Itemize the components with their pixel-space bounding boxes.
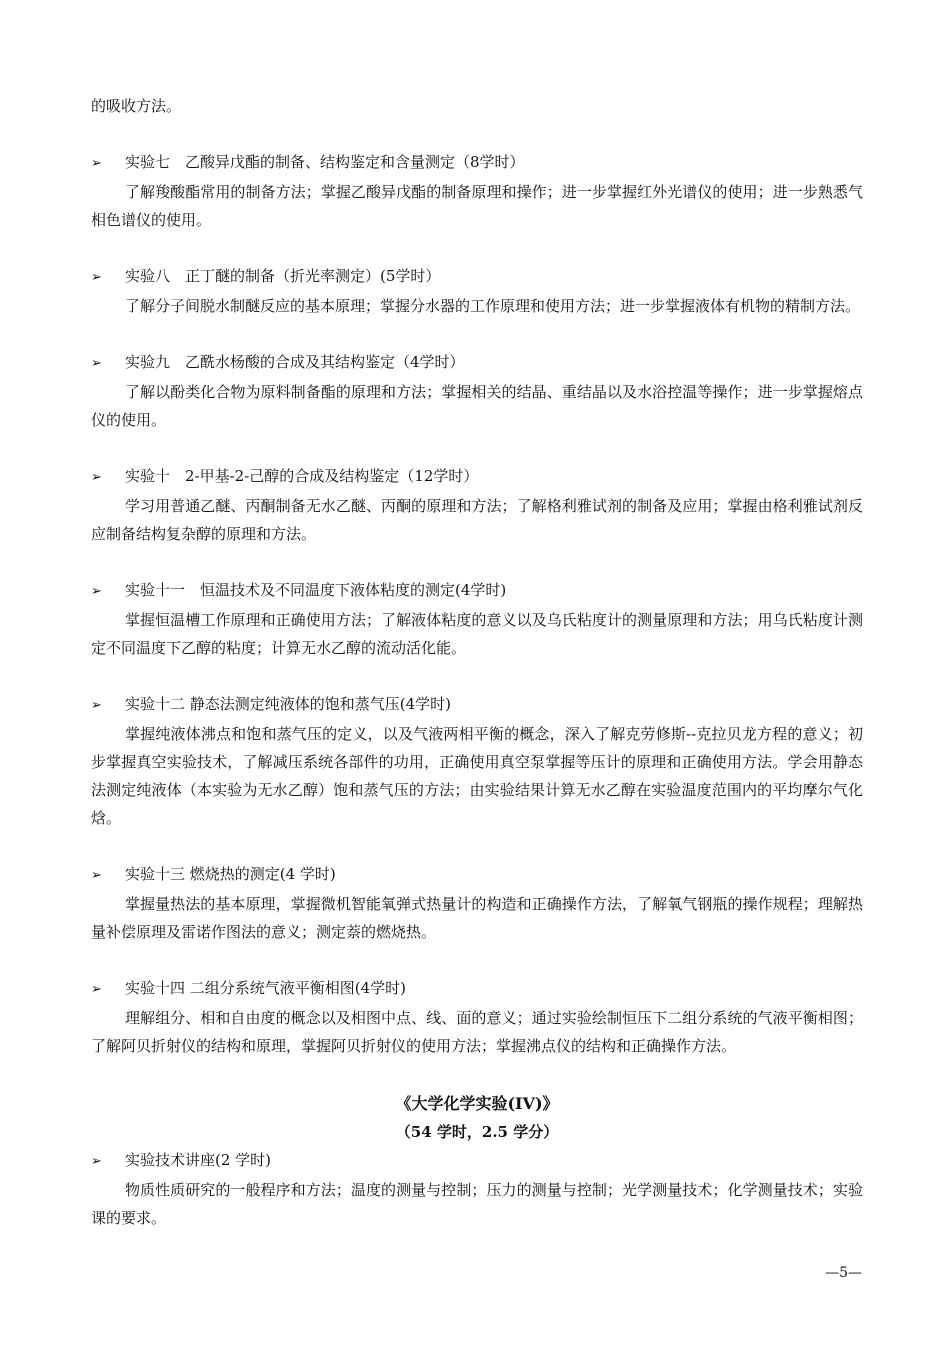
course-subtitle: （54 学时，2.5 学分） <box>395 1123 559 1141</box>
lecture-title: ➢ 实验技术讲座(2 学时) <box>91 1146 863 1176</box>
experiment-title: ➢ 实验十一 恒温技术及不同温度下液体粘度的测定(4学时) <box>91 576 863 606</box>
experiment-11 <box>91 576 863 662</box>
experiment-8 <box>91 262 863 320</box>
arrow-bullet-icon: ➢ <box>91 584 102 599</box>
arrow-bullet-icon: ➢ <box>91 698 102 713</box>
experiment-title: ➢ 实验十二 静态法测定纯液体的饱和蒸气压(4学时) <box>91 690 863 720</box>
experiment-13 <box>91 860 863 946</box>
experiment-description: 了解以酚类化合物为原料制备酯的原理和方法；掌握相关的结晶、重结晶以及水浴控温等操作；进一步掌握熔点仪的使用。 <box>91 383 863 429</box>
experiment-description: 掌握纯液体沸点和饱和蒸气压的定义，以及气液两相平衡的概念，深入了解克劳修斯--克拉贝龙方程的意义；初步掌握真空实验技术，了解减压系统各部件的功用，正确使用真空泵掌握等压计的原理和正确使用方法。学会用静态法测定纯液体（本实验为无水乙醇）饱和蒸气压的方法；由实验结果计算无水乙醇在实验温度范围内的平均摩尔气化焓。 <box>91 725 863 827</box>
experiment-description: 学习用普通乙醚、丙酮制备无水乙醚、丙酮的原理和方法；了解格利雅试剂的制备及应用；掌握由格利雅试剂反应制备结构复杂醇的原理和方法。 <box>91 497 863 543</box>
experiment-title: ➢ 实验十 2-甲基-2-己醇的合成及结构鉴定（12学时） <box>91 462 863 492</box>
experiment-9 <box>91 348 863 434</box>
arrow-bullet-icon: ➢ <box>91 1154 102 1169</box>
arrow-bullet-icon: ➢ <box>91 982 102 997</box>
arrow-bullet-icon: ➢ <box>91 270 102 285</box>
experiment-10 <box>91 462 863 548</box>
lecture-section <box>91 1146 863 1232</box>
arrow-bullet-icon: ➢ <box>91 868 102 883</box>
course-title: 《大学化学实验(IV)》 <box>395 1094 559 1113</box>
arrow-bullet-icon: ➢ <box>91 156 102 171</box>
arrow-bullet-icon: ➢ <box>91 356 102 371</box>
experiment-7 <box>91 148 863 234</box>
document-body <box>91 92 863 1232</box>
experiment-description: 掌握量热法的基本原理，掌握微机智能氧弹式热量计的构造和正确操作方法，了解氧气钢瓶的操作规程；理解热量补偿原理及雷诺作图法的意义；测定萘的燃烧热。 <box>91 895 863 941</box>
experiment-title: ➢ 实验十四 二组分系统气液平衡相图(4学时) <box>91 974 863 1004</box>
arrow-bullet-icon: ➢ <box>91 470 102 485</box>
experiment-title: ➢ 实验八 正丁醚的制备（折光率测定）(5学时） <box>91 262 863 292</box>
experiment-title: ➢ 实验七 乙酸异戊酯的制备、结构鉴定和含量测定（8学时） <box>91 148 863 178</box>
experiment-title: ➢ 实验十三 燃烧热的测定(4 学时) <box>91 860 863 890</box>
experiment-title: ➢ 实验九 乙酰水杨酸的合成及其结构鉴定（4学时） <box>91 348 863 378</box>
experiment-description: 掌握恒温槽工作原理和正确使用方法；了解液体粘度的意义以及乌氏粘度计的测量原理和方法；用乌氏粘度计测定不同温度下乙醇的粘度；计算无水乙醇的流动活化能。 <box>91 611 863 657</box>
experiment-description: 理解组分、相和自由度的概念以及相图中点、线、面的意义；通过实验绘制恒压下二组分系统的气液平衡相图；了解阿贝折射仪的结构和原理，掌握阿贝折射仪的使用方法；掌握沸点仪的结构和正确操作方法。 <box>91 1009 863 1055</box>
experiment-12 <box>91 690 863 832</box>
page-number: —5— <box>825 1265 862 1281</box>
experiment-description: 了解羧酸酯常用的制备方法；掌握乙酸异戊酯的制备原理和操作；进一步掌握红外光谱仪的使用；进一步熟悉气相色谱仪的使用。 <box>91 183 863 229</box>
lecture-description: 物质性质研究的一般程序和方法；温度的测量与控制；压力的测量与控制；光学测量技术；化学测量技术；实验课的要求。 <box>91 1181 863 1227</box>
experiment-14 <box>91 974 863 1060</box>
experiment-description: 了解分子间脱水制醚反应的基本原理；掌握分水器的工作原理和使用方法；进一步掌握液体有机物的精制方法。 <box>125 297 861 315</box>
intro-continuation: 的吸收方法。 <box>91 97 182 115</box>
